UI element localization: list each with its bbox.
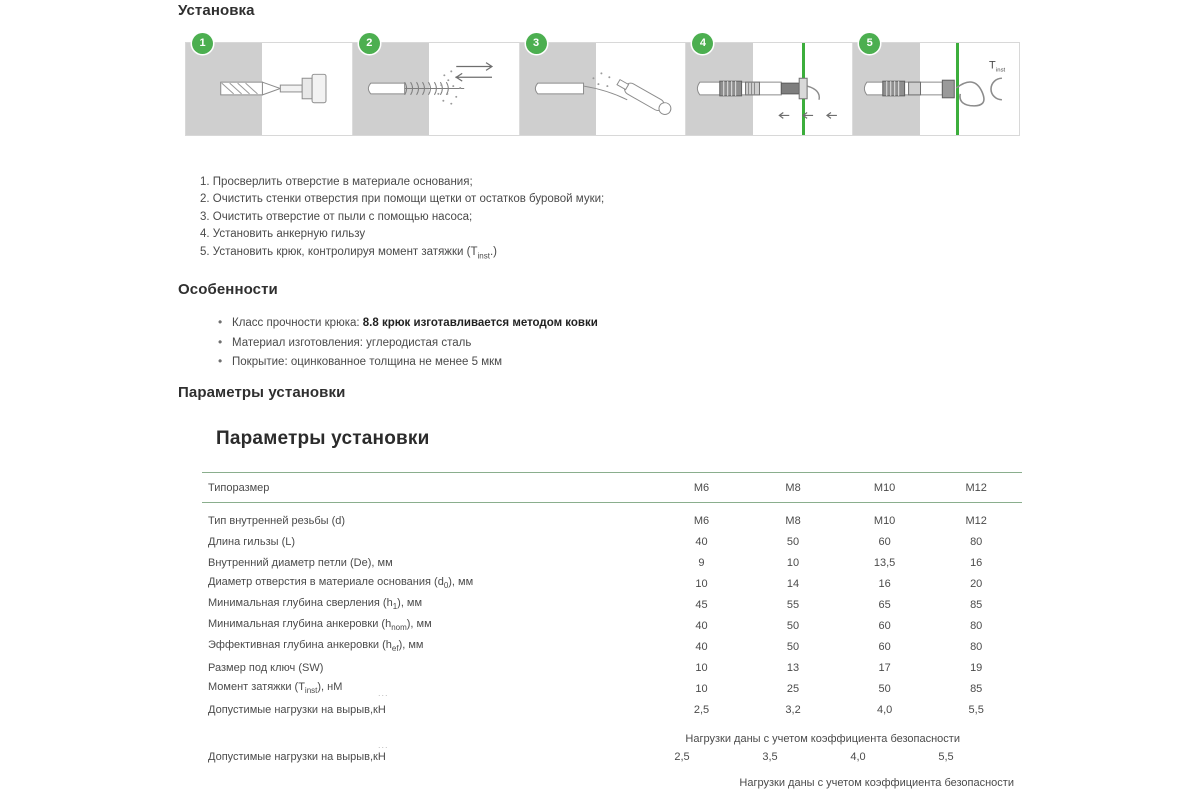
table-row — [202, 615, 1022, 636]
ellipsis-artifact: ... — [378, 688, 389, 698]
table-cell: 40 — [695, 640, 708, 653]
features-list — [216, 314, 856, 373]
step-item-text: 5. Установить крюк, контролируя момент затяжки (T — [200, 245, 478, 258]
table-cell: 3,2 — [785, 703, 801, 716]
table-row-label: Внутренний диаметр петли (De), мм — [208, 556, 393, 569]
table-body — [202, 503, 1022, 721]
table-row-label: Тип внутренней резьбы (d) — [208, 514, 346, 527]
step-badge-2: 2 — [359, 33, 380, 54]
table-row — [202, 678, 1022, 699]
extra-load-value: 2,5 — [674, 751, 690, 763]
table-cell: 80 — [970, 619, 983, 632]
table-row — [202, 699, 1022, 720]
table-header-cell: M6 — [656, 473, 748, 503]
table-row-label — [202, 615, 656, 636]
extra-load-value: 3,5 — [762, 751, 778, 763]
extra-load-row — [202, 740, 1022, 763]
table-cell: 10 — [695, 682, 708, 695]
table-row-label-tail: ), мм — [398, 639, 424, 652]
hook-torque-icon — [853, 43, 1019, 135]
diagram-panel-3 — [520, 37, 687, 135]
diagram-panel-1 — [186, 37, 353, 135]
extra-load-value: 4,0 — [850, 751, 866, 763]
table-cell: 60 — [878, 640, 891, 653]
table-cell: 14 — [786, 577, 800, 590]
table-row-label-subscript: 1 — [392, 602, 398, 612]
table-header-row — [202, 473, 1022, 503]
table-row-label-subscript: ef — [391, 644, 399, 654]
table-header-cell: M10 — [839, 473, 931, 503]
step-badge-3: 3 — [526, 33, 547, 54]
table-row-label-text: Диаметр отверстия в материале основания (d — [208, 576, 444, 589]
safety-note-bottom: Нагрузки даны с учетом коэффициента безопасности — [739, 777, 1014, 789]
step-item: 3. Очистить отверстие от пыли с помощью насоса; — [200, 210, 473, 223]
table-title: Параметры установки — [216, 428, 430, 449]
table-cell: 19 — [970, 661, 983, 674]
table-cell: 16 — [970, 556, 983, 569]
table-cell: 60 — [878, 619, 891, 632]
table-cell: 85 — [970, 598, 983, 611]
diagram-panel-4 — [686, 37, 853, 135]
torque-label-sub: inst — [996, 67, 1006, 74]
table-cell: 80 — [970, 640, 983, 653]
table-cell: 5,5 — [968, 703, 984, 716]
table-cell: 40 — [695, 535, 708, 548]
features-section-title: Особенности — [178, 281, 278, 298]
table-cell: 55 — [786, 598, 800, 611]
table-row-label-tail: ), мм — [397, 597, 423, 610]
table-cell: 65 — [878, 598, 891, 611]
ellipsis-artifact: ... — [378, 740, 389, 750]
table-cell: 10 — [695, 577, 708, 590]
table-cell: 10 — [786, 556, 800, 569]
table-cell: 85 — [970, 682, 983, 695]
table-row-label: Длина гильзы (L) — [208, 535, 296, 548]
table-row-label-subscript: inst — [304, 686, 318, 696]
table-cell: 10 — [695, 661, 708, 674]
step-item: 2. Очистить стенки отверстия при помощи щетки от остатков буровой муки; — [200, 193, 605, 206]
table-row — [202, 573, 1022, 594]
table-row-label-tail: ), нМ — [317, 681, 343, 694]
table-row-label-text: Минимальная глубина анкеровки (h — [208, 618, 392, 631]
table-cell: 40 — [695, 619, 708, 632]
table-cell: M8 — [785, 514, 801, 527]
table-cell: 50 — [878, 682, 891, 695]
table-cell: M10 — [873, 514, 896, 527]
extra-load-label — [202, 740, 638, 763]
table-cell: M6 — [693, 514, 710, 527]
table-cell: 60 — [878, 535, 891, 548]
table-cell: 25 — [786, 682, 800, 695]
table-row-label — [202, 594, 656, 615]
parameters-table — [202, 472, 1022, 720]
feature-item — [216, 334, 856, 354]
feature-item — [216, 314, 856, 334]
table-cell: 13,5 — [873, 556, 896, 569]
table-row-label: Размер под ключ (SW) — [208, 661, 324, 674]
safety-note-top: Нагрузки даны с учетом коэффициента безопасности — [685, 733, 960, 745]
table-cell: 80 — [970, 535, 983, 548]
table-cell: 2,5 — [693, 703, 710, 716]
wire-brush-icon — [353, 43, 519, 135]
table-header-cell: M12 — [930, 473, 1022, 503]
installation-section-title: Установка — [178, 2, 255, 19]
params-section-title: Параметры установки — [178, 384, 346, 401]
feature-text: Материал изготовления: углеродистая сталь — [232, 336, 472, 349]
table-cell: M12 — [965, 514, 987, 527]
table-row-label-text: Эффективная глубина анкеровки (h — [208, 639, 392, 652]
table-cell: 45 — [695, 598, 708, 611]
table-row — [202, 503, 1022, 532]
step-badge-1: 1 — [192, 33, 213, 54]
table-cell: 50 — [786, 640, 800, 653]
step-item: 4. Установить анкерную гильзу — [200, 228, 366, 241]
table-row-label-subscript: nom — [391, 623, 407, 633]
table-row — [202, 636, 1022, 657]
step-item-tail: .) — [489, 245, 497, 258]
table-cell: 20 — [970, 577, 983, 590]
extra-load-label-text: Допустимые нагрузки на вырыв,кН — [208, 751, 386, 763]
table-row — [202, 594, 1022, 615]
table-footer-block — [202, 733, 1022, 789]
table-cell: 9 — [698, 556, 705, 569]
anchor-sleeve-icon — [686, 43, 852, 135]
table-row-label-subscript: 0 — [443, 581, 449, 591]
feature-item — [216, 353, 856, 373]
table-row — [202, 552, 1022, 573]
table-cell: 4,0 — [876, 703, 893, 716]
drill-bit-icon — [186, 43, 352, 135]
step-item-subscript: inst — [477, 250, 490, 260]
feature-highlight: 8.8 крюк изготавливается методом ковки — [362, 317, 598, 329]
table-row-label: Допустимые нагрузки на вырыв,кН ... — [208, 688, 389, 716]
table-cell: 13 — [786, 661, 800, 674]
torque-label: T — [989, 59, 996, 72]
installation-steps-list — [200, 174, 840, 264]
table-header-cell: Типоразмер — [202, 473, 656, 503]
table-row-label-tail: ), мм — [406, 618, 432, 631]
table-row — [202, 657, 1022, 678]
table-cell: 50 — [786, 619, 800, 632]
table-row-label — [202, 636, 656, 657]
diagram-panel-2 — [353, 37, 520, 135]
table-row-label-text: Момент затяжки (T — [208, 681, 305, 694]
installation-diagram — [185, 37, 1020, 136]
extra-load-value: 5,5 — [938, 751, 954, 763]
diagram-panel-5 — [853, 37, 1019, 135]
step-item — [200, 244, 840, 265]
table-cell: 17 — [878, 661, 891, 674]
step-item: 1. Просверлить отверстие в материале основания; — [200, 176, 473, 188]
parameters-table-block — [202, 428, 1022, 720]
step-badge-5: 5 — [859, 33, 880, 54]
step-badge-4: 4 — [692, 33, 713, 54]
table-cell: 16 — [878, 577, 891, 590]
table-row-label-text: Минимальная глубина сверления (h — [208, 597, 393, 610]
table-row-label — [202, 678, 656, 699]
table-row — [202, 531, 1022, 552]
table-row-label — [202, 573, 656, 594]
blow-out-pump-icon — [520, 43, 686, 135]
feature-text: Класс прочности крюка: — [232, 317, 363, 329]
feature-text: Покрытие: оцинкованное толщина не менее 5 мкм — [232, 356, 503, 368]
table-cell: 50 — [786, 535, 800, 548]
table-header-cell: M8 — [747, 473, 839, 503]
table-row-label-tail: ), мм — [448, 576, 474, 589]
